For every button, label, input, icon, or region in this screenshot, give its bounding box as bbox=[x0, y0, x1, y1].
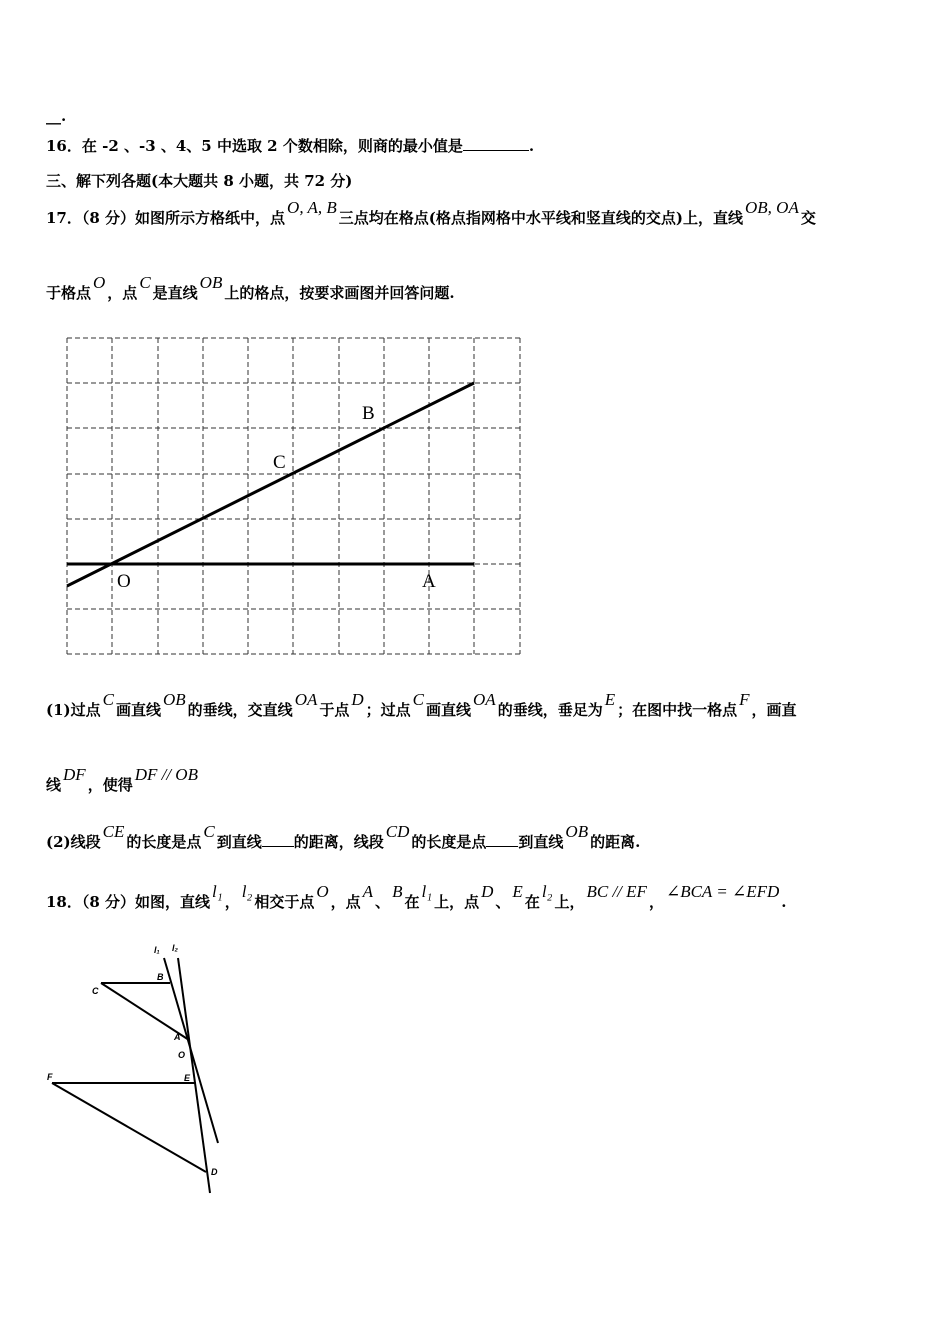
math-expr: E bbox=[604, 690, 616, 709]
label-o: O bbox=[178, 1050, 186, 1060]
label-f: F bbox=[47, 1072, 53, 1082]
math-expr: O bbox=[93, 273, 106, 292]
math-expr: l₁ bbox=[421, 882, 433, 901]
q17-text: 上的格点，按要求画图并回答问题. bbox=[224, 284, 455, 302]
q17-text: 于点 bbox=[319, 701, 350, 719]
math-expr: D bbox=[351, 690, 364, 709]
label-b: B bbox=[157, 972, 164, 982]
math-expr: C bbox=[203, 822, 215, 841]
q17-text: ；在图中找一格点 bbox=[617, 701, 738, 719]
previous-answer-blank: __. bbox=[46, 107, 67, 125]
label-e: E bbox=[184, 1073, 191, 1083]
q18-text: 在 bbox=[404, 893, 420, 911]
q17-text: 画直线 bbox=[115, 701, 161, 719]
q17-text: 的垂线，交直线 bbox=[187, 701, 293, 719]
q17-text: 三点均在格点(格点指网格中水平线和竖直线的交点)上，直线 bbox=[338, 209, 743, 227]
q17-text: 交 bbox=[800, 209, 816, 227]
q17-text: 的长度是点 bbox=[126, 833, 202, 851]
q17-text: (2)线段 bbox=[46, 833, 101, 851]
q18-text: ， bbox=[224, 893, 240, 911]
math-expr: OA bbox=[294, 690, 318, 709]
q17-text: (1)过点 bbox=[46, 701, 101, 719]
q18-text: 18．（8 分）如图，直线 bbox=[46, 893, 211, 911]
math-expr: C bbox=[412, 690, 425, 709]
q18-text: . bbox=[781, 893, 787, 911]
label-l2: l₂ bbox=[172, 943, 178, 953]
math-expr: ∠BCA = ∠EFD bbox=[665, 882, 780, 901]
q17-text: 到直线 bbox=[518, 833, 564, 851]
math-expr: DF bbox=[63, 765, 86, 784]
math-expr: C bbox=[139, 273, 151, 292]
math-expr: A bbox=[362, 882, 374, 901]
q17-text: 的距离，线段 bbox=[293, 833, 384, 851]
point-label-a: A bbox=[422, 571, 436, 592]
q18-text: 在 bbox=[524, 893, 540, 911]
label-d: D bbox=[211, 1167, 218, 1177]
point-label-b: B bbox=[362, 403, 375, 424]
label-a: A bbox=[174, 1032, 181, 1042]
math-expr: F bbox=[739, 690, 750, 709]
math-expr: l₂ bbox=[541, 882, 553, 901]
math-expr: OA bbox=[473, 690, 496, 709]
math-expr: OB bbox=[565, 822, 589, 841]
q17-text: ，使得 bbox=[87, 776, 133, 794]
math-expr: l₂ bbox=[241, 882, 253, 901]
section-3-heading: 三、解下列各题(本大题共 8 小题，共 72 分) bbox=[46, 172, 353, 190]
q17-text: 的距离. bbox=[590, 833, 641, 851]
math-expr: D bbox=[481, 882, 494, 901]
q17-text: 到直线 bbox=[216, 833, 262, 851]
point-label-c: C bbox=[273, 452, 286, 473]
math-expr: l₁ bbox=[212, 882, 223, 901]
q16-text: 16．在 -2 、-3 、4、5 中选取 2 个数相除，则商的最小值是 bbox=[46, 137, 463, 155]
math-expr: BC // EF bbox=[586, 882, 647, 901]
segment-fd bbox=[52, 1083, 206, 1172]
q18-text: 相交于点 bbox=[254, 893, 315, 911]
q17-text: ，点 bbox=[107, 284, 138, 302]
label-l1: l₁ bbox=[154, 945, 160, 955]
label-c: C bbox=[92, 986, 99, 996]
q17-text: ，画直 bbox=[751, 701, 797, 719]
q18-text: ， bbox=[648, 893, 664, 911]
math-expr: DF // OB bbox=[134, 765, 198, 784]
q18-text: 、 bbox=[495, 893, 511, 911]
q17-text: 是直线 bbox=[152, 284, 198, 302]
q16-end: . bbox=[528, 137, 535, 155]
q17-text: 的长度是点 bbox=[411, 833, 487, 851]
q18-text: 上，点 bbox=[434, 893, 480, 911]
q17-text: 画直线 bbox=[426, 701, 472, 719]
math-expr: O bbox=[316, 882, 329, 901]
point-label-o: O bbox=[117, 571, 131, 592]
math-expr: CD bbox=[385, 822, 410, 841]
math-expr: O, A, B bbox=[287, 198, 337, 217]
math-expr: CE bbox=[102, 822, 125, 841]
q18-text: 、 bbox=[375, 893, 391, 911]
math-expr: B bbox=[392, 882, 403, 901]
q17-text: 于格点 bbox=[46, 284, 92, 302]
math-expr: OB bbox=[163, 690, 186, 709]
math-expr: E bbox=[512, 882, 523, 901]
math-expr: OB, OA bbox=[745, 198, 799, 217]
q17-text: 的垂线，垂足为 bbox=[497, 701, 603, 719]
q17-text: ；过点 bbox=[365, 701, 411, 719]
math-expr: OB bbox=[199, 273, 223, 292]
q18-text: 上， bbox=[554, 893, 585, 911]
q18-text: ，点 bbox=[330, 893, 361, 911]
q17-text: 17．（8 分）如图所示方格纸中，点 bbox=[46, 209, 286, 227]
q17-text: 线 bbox=[46, 776, 62, 794]
math-expr: C bbox=[102, 690, 114, 709]
